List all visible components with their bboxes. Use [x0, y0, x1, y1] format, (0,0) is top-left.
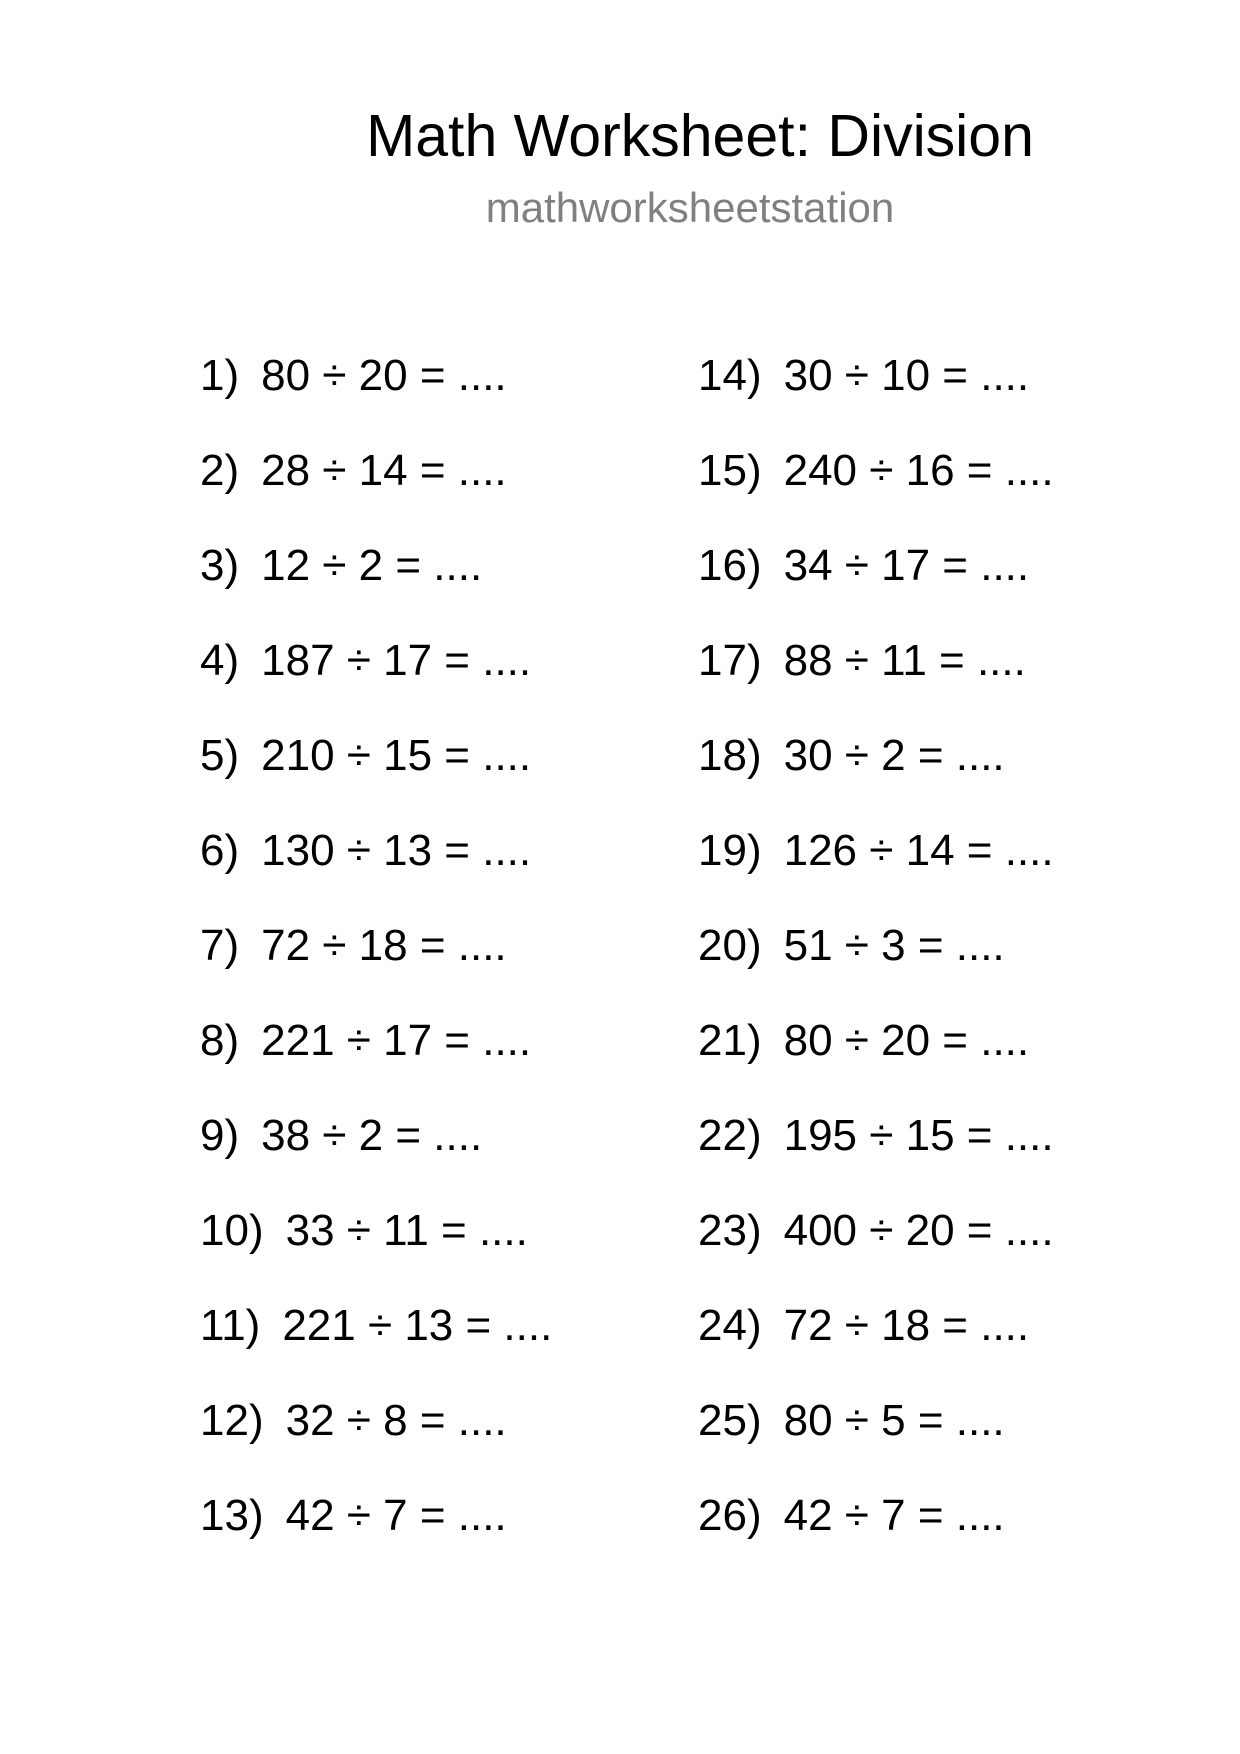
problem-expression: 38 ÷ 2 = .... — [261, 1111, 483, 1160]
page-subtitle: mathworksheetstation — [485, 184, 895, 231]
problem-expression: 80 ÷ 20 = .... — [261, 351, 507, 400]
problem-number: 21) — [698, 1016, 762, 1065]
problem-10 — [200, 1200, 552, 1295]
problem-expression: 51 ÷ 3 = .... — [783, 921, 1005, 970]
problem-expression: 28 ÷ 14 = .... — [261, 446, 507, 495]
problem-column-right — [698, 345, 1054, 1580]
problem-expression: 130 ÷ 13 = .... — [261, 826, 532, 875]
problem-expression: 34 ÷ 17 = .... — [783, 541, 1030, 590]
problem-number: 24) — [698, 1301, 762, 1350]
problem-expression: 400 ÷ 20 = .... — [783, 1206, 1054, 1255]
problem-expression: 33 ÷ 11 = .... — [285, 1206, 528, 1255]
problem-expression: 30 ÷ 2 = .... — [783, 731, 1005, 780]
problem-6 — [200, 820, 552, 915]
problem-number: 4) — [200, 636, 240, 685]
problem-number: 13) — [200, 1491, 264, 1540]
problem-number: 10) — [200, 1206, 264, 1255]
problem-expression: 195 ÷ 15 = .... — [783, 1111, 1054, 1160]
problem-number: 3) — [200, 541, 240, 590]
problem-number: 11) — [200, 1301, 261, 1350]
problem-12 — [200, 1390, 552, 1485]
problem-expression: 88 ÷ 11 = .... — [783, 636, 1026, 685]
problem-19 — [698, 820, 1054, 915]
problem-4 — [200, 630, 552, 725]
problem-11 — [200, 1295, 552, 1390]
problem-number: 20) — [698, 921, 762, 970]
problem-expression: 221 ÷ 13 = .... — [282, 1301, 553, 1350]
problem-number: 25) — [698, 1396, 762, 1445]
problem-expression: 12 ÷ 2 = .... — [261, 541, 483, 590]
problem-24 — [698, 1295, 1054, 1390]
problem-8 — [200, 1010, 552, 1105]
problem-expression: 30 ÷ 10 = .... — [783, 351, 1030, 400]
problem-expression: 32 ÷ 8 = .... — [285, 1396, 507, 1445]
problem-number: 6) — [200, 826, 240, 875]
problem-number: 26) — [698, 1491, 762, 1540]
problem-13 — [200, 1485, 552, 1580]
problem-number: 12) — [200, 1396, 264, 1445]
problem-expression: 72 ÷ 18 = .... — [261, 921, 507, 970]
problem-expression: 80 ÷ 5 = .... — [783, 1396, 1005, 1445]
problem-number: 18) — [698, 731, 762, 780]
problem-17 — [698, 630, 1054, 725]
problem-number: 19) — [698, 826, 762, 875]
problem-9 — [200, 1105, 552, 1200]
problem-2 — [200, 440, 552, 535]
problem-number: 17) — [698, 636, 762, 685]
problem-expression: 240 ÷ 16 = .... — [783, 446, 1054, 495]
problem-number: 22) — [698, 1111, 762, 1160]
problem-14 — [698, 345, 1054, 440]
problem-18 — [698, 725, 1054, 820]
problem-number: 5) — [200, 731, 240, 780]
problem-20 — [698, 915, 1054, 1010]
problem-expression: 187 ÷ 17 = .... — [261, 636, 532, 685]
problem-expression: 210 ÷ 15 = .... — [261, 731, 532, 780]
problem-number: 15) — [698, 446, 762, 495]
problem-3 — [200, 535, 552, 630]
problem-7 — [200, 915, 552, 1010]
problem-expression: 72 ÷ 18 = .... — [783, 1301, 1030, 1350]
problem-number: 7) — [200, 921, 240, 970]
problem-number: 14) — [698, 351, 762, 400]
problem-number: 16) — [698, 541, 762, 590]
problem-5 — [200, 725, 552, 820]
problem-26 — [698, 1485, 1054, 1580]
problem-25 — [698, 1390, 1054, 1485]
problem-15 — [698, 440, 1054, 535]
problem-expression: 42 ÷ 7 = .... — [783, 1491, 1005, 1540]
problem-number: 23) — [698, 1206, 762, 1255]
problem-column-left — [200, 345, 552, 1580]
problem-expression: 80 ÷ 20 = .... — [783, 1016, 1030, 1065]
problem-22 — [698, 1105, 1054, 1200]
problem-16 — [698, 535, 1054, 630]
problem-expression: 221 ÷ 17 = .... — [261, 1016, 532, 1065]
page-title: Math Worksheet: Division — [366, 103, 1034, 169]
problem-21 — [698, 1010, 1054, 1105]
problem-number: 9) — [200, 1111, 240, 1160]
problem-number: 8) — [200, 1016, 240, 1065]
problem-number: 2) — [200, 446, 240, 495]
problem-expression: 126 ÷ 14 = .... — [783, 826, 1054, 875]
problem-number: 1) — [200, 351, 240, 400]
problem-1 — [200, 345, 552, 440]
problem-23 — [698, 1200, 1054, 1295]
problem-expression: 42 ÷ 7 = .... — [285, 1491, 507, 1540]
